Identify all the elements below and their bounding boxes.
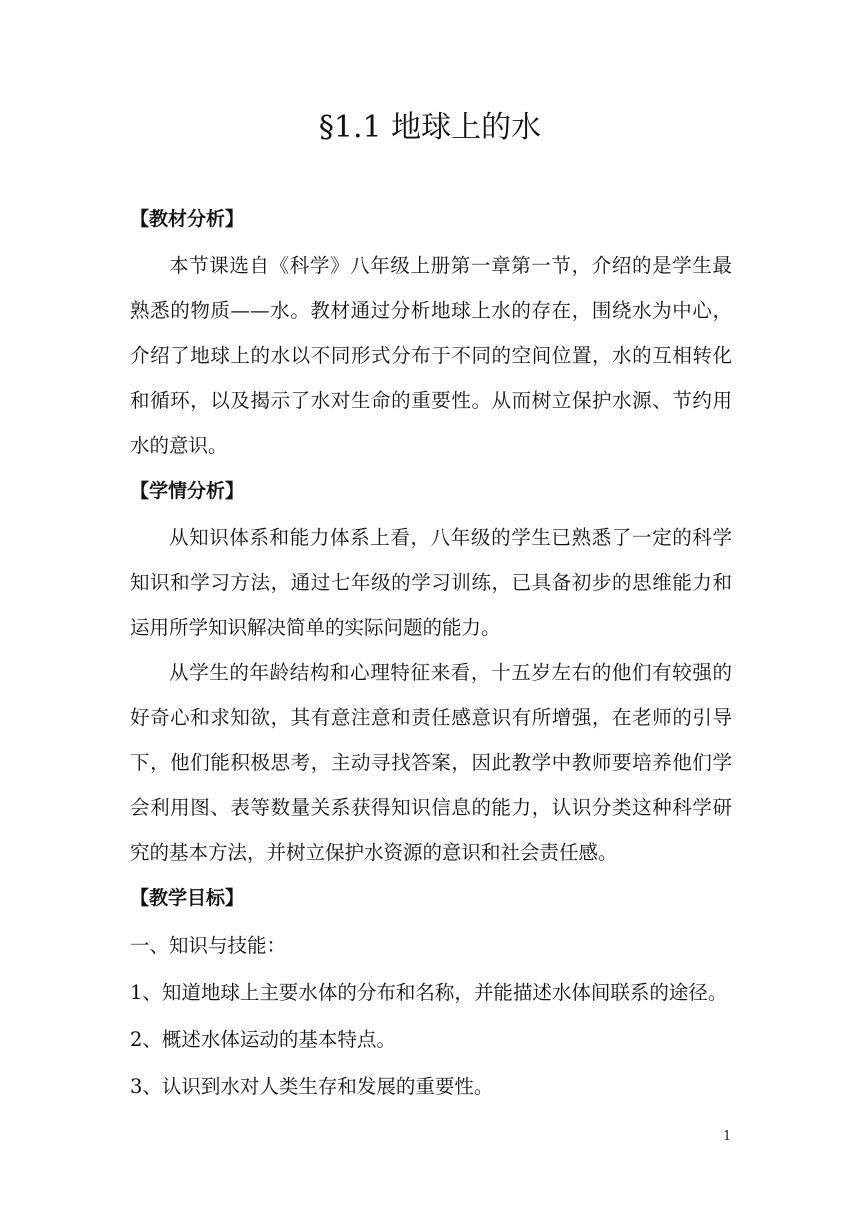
section-heading-student-analysis: 【学情分析】	[130, 480, 245, 502]
objective-subheading: 一、知识与技能：	[130, 934, 287, 957]
paragraph-student-analysis-1: 从知识体系和能力体系上看，八年级的学生已熟悉了一定的科学知识和学习方法，通过七年级的学习训练，已具备初步的思维能力和运用所学知识解决简单的实际问题的能力。	[130, 526, 732, 639]
document-body	[130, 196, 732, 1110]
objective-item-1: 1、知道地球上主要水体的分布和名称，并能描述水体间联系的途径。	[130, 981, 728, 1004]
section-heading-teaching-objectives: 【教学目标】	[130, 887, 245, 909]
section-heading-textbook-analysis: 【教材分析】	[130, 208, 245, 230]
page-number: 1	[723, 1129, 732, 1144]
objective-item-2: 2、概述水体运动的基本特点。	[130, 1028, 396, 1051]
objective-item-3: 3、认识到水对人类生存和发展的重要性。	[130, 1075, 494, 1098]
paragraph-student-analysis-2: 从学生的年龄结构和心理特征来看，十五岁左右的他们有较强的好奇心和求知欲，其有意注意和责任感意识有所增强，在老师的引导下，他们能积极思考，主动寻找答案，因此教学中教师要培养他们学会利用图、表等数量关系获得知识信息的能力，认识分类这种科学研究的基本方法，并树立保护水资源的意识和社会责任感。	[130, 661, 732, 864]
paragraph-textbook-analysis: 本节课选自《科学》八年级上册第一章第一节，介绍的是学生最熟悉的物质——水。教材通过分析地球上水的存在，围绕水为中心，介绍了地球上的水以不同形式分布于不同的空间位置，水的互相转化和循环，以及揭示了水对生命的重要性。从而树立保护水源、节约用水的意识。	[130, 254, 732, 457]
page-title: §1.1 地球上的水	[318, 110, 542, 145]
